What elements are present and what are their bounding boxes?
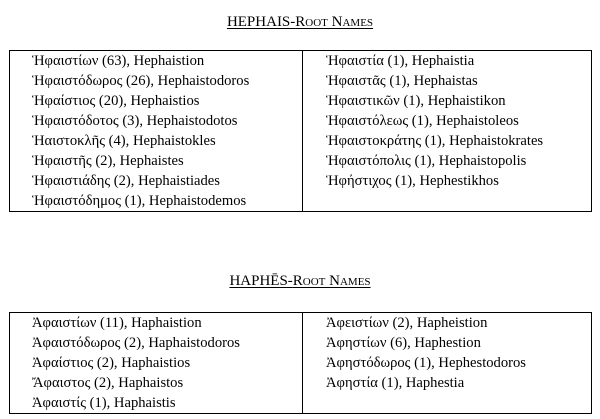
name-cell: Ἡφαιστιάδης (2), Hephaistiades <box>10 171 303 191</box>
name-cell: Ἀφηστόδωρος (1), Hephestodoros <box>303 353 592 373</box>
table-row <box>10 393 592 414</box>
table-row <box>10 51 592 72</box>
table-row <box>10 353 592 373</box>
name-cell: Ἀφηστίων (6), Haphestion <box>303 333 592 353</box>
name-cell: Ἡφαιστόδωρος (26), Hephaistodoros <box>10 71 303 91</box>
name-cell: Ἀφειστίων (2), Hapheistion <box>303 313 592 334</box>
name-cell: Ἡφαιστόδημος (1), Hephaistodemos <box>10 191 303 212</box>
name-cell: Ἡφαιστόπολις (1), Hephaistopolis <box>303 151 592 171</box>
table-row <box>10 333 592 353</box>
name-cell: Ἀφαιστόδωρος (2), Haphaistodoros <box>10 333 303 353</box>
name-cell: Ἀφαίστιος (2), Haphaistios <box>10 353 303 373</box>
name-cell: Ἡφαιστῆς (2), Hephaistes <box>10 151 303 171</box>
name-cell: Ἀφαιστίων (11), Haphaistion <box>10 313 303 334</box>
names-table-hephais <box>9 50 592 212</box>
table-row <box>10 313 592 334</box>
name-cell: Ἡφαιστᾶς (1), Hephaistas <box>303 71 592 91</box>
name-cell <box>303 191 592 212</box>
table-row <box>10 71 592 91</box>
name-cell: Ἀφαιστίς (1), Haphaistis <box>10 393 303 414</box>
name-cell: Ἀφηστία (1), Haphestia <box>303 373 592 393</box>
name-cell: Ἡφαιστίων (63), Hephaistion <box>10 51 303 72</box>
names-table-haphes <box>9 312 592 414</box>
section-title-main: HEPHAIS- <box>226 14 296 30</box>
name-cell: Ἡαιστοκλῆς (4), Hephaistokles <box>10 131 303 151</box>
table-row <box>10 171 592 191</box>
table-row <box>10 151 592 171</box>
table-row <box>10 91 592 111</box>
name-cell: Ἡφαίστιος (20), Hephaistios <box>10 91 303 111</box>
name-cell: Ἡφαιστοκράτης (1), Hephaistokrates <box>303 131 592 151</box>
table-row <box>10 191 592 212</box>
section-title-smallcaps: Root Names <box>292 273 371 289</box>
name-cell: Ἡφαιστικῶν (1), Hephaistikon <box>303 91 592 111</box>
section-title-hephais <box>0 13 600 31</box>
section-title-haphes <box>0 272 600 290</box>
table-row <box>10 373 592 393</box>
name-cell: Ἡφαιστόλεως (1), Hephaistoleos <box>303 111 592 131</box>
name-cell: Ἡφαιστία (1), Hephaistia <box>303 51 592 72</box>
name-cell: Ἡφήστιχος (1), Hephestikhos <box>303 171 592 191</box>
section-title-main: HAPHĒS- <box>229 273 293 289</box>
name-cell: Ἄφαιστος (2), Haphaistos <box>10 373 303 393</box>
name-cell <box>303 393 592 414</box>
name-cell: Ἡφαιστόδοτος (3), Hephaistodotos <box>10 111 303 131</box>
section-title-smallcaps: Root Names <box>295 14 374 30</box>
table-row <box>10 131 592 151</box>
table-row <box>10 111 592 131</box>
